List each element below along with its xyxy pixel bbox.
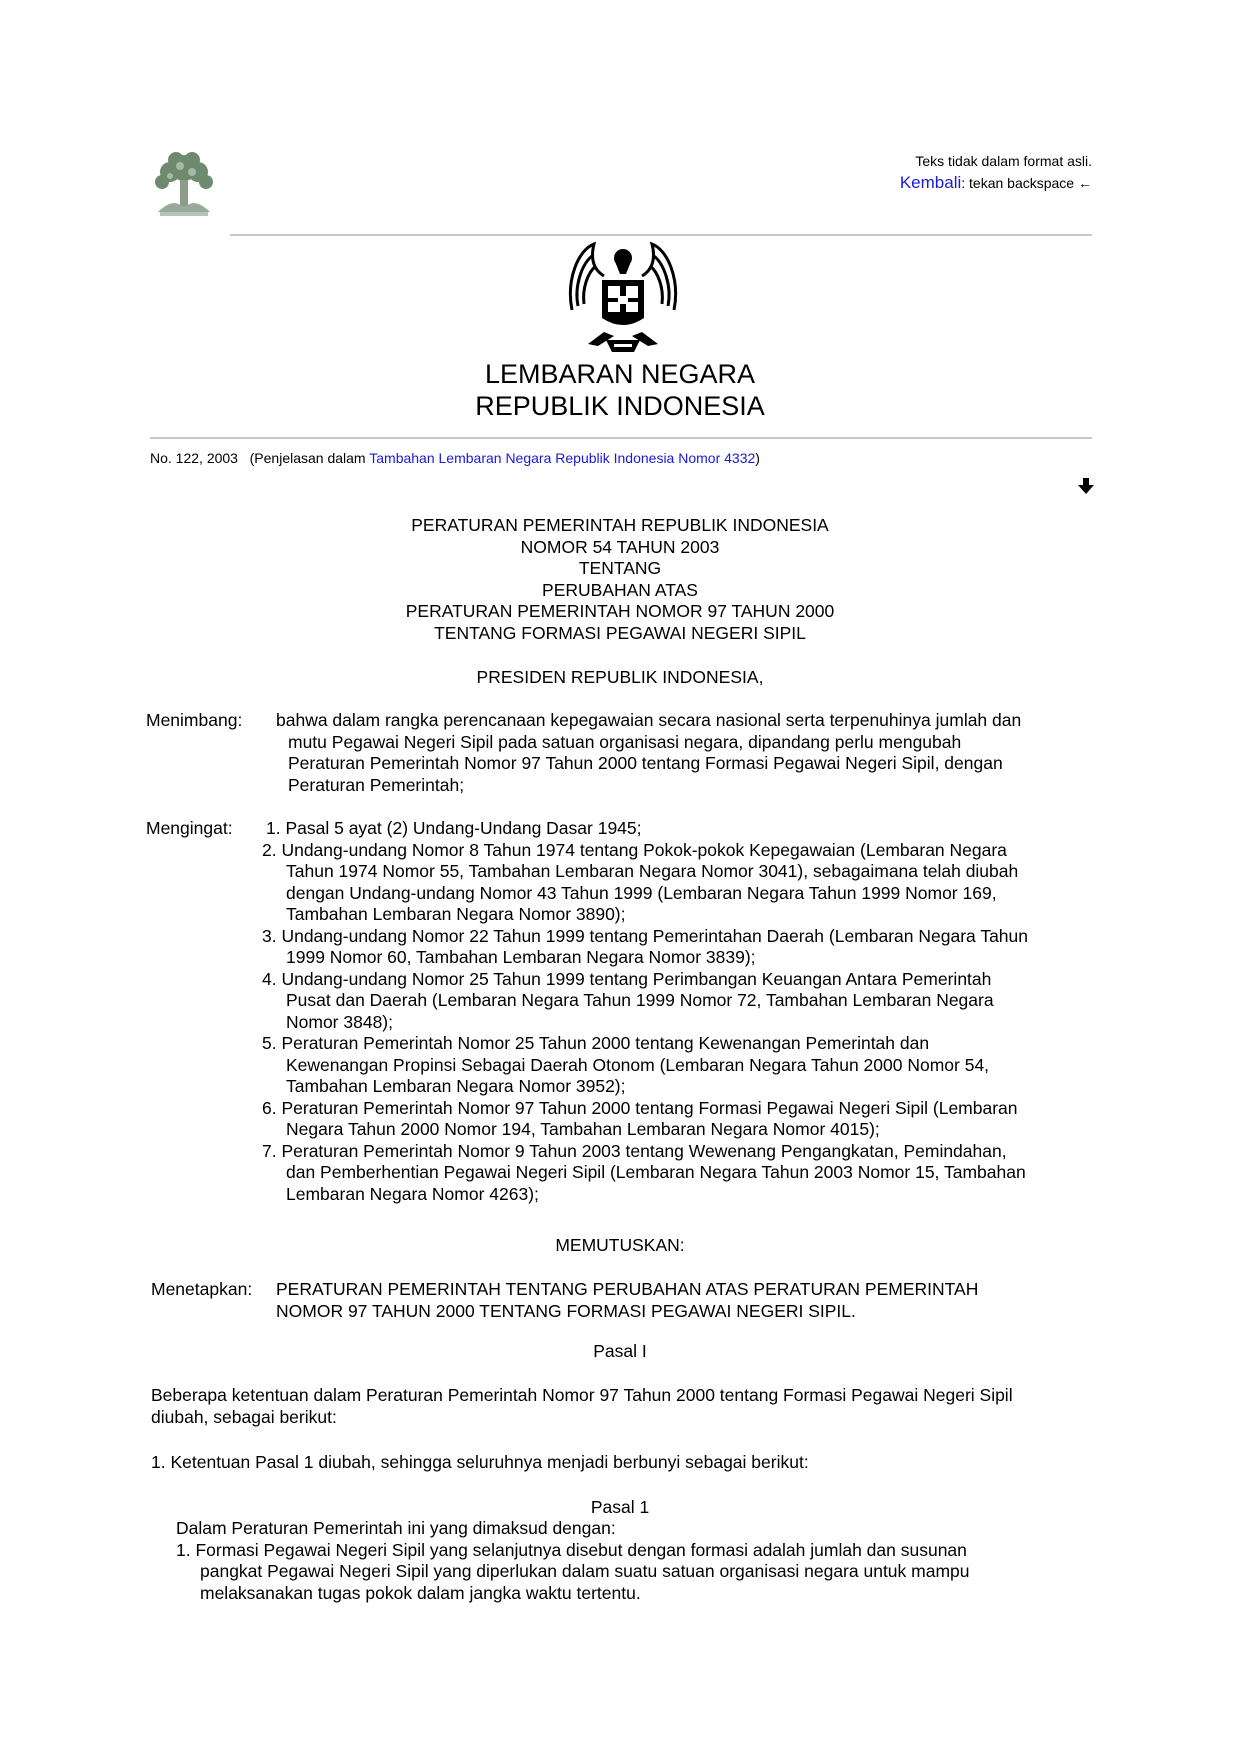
reference-suffix: ): [755, 450, 760, 466]
heading-line: TENTANG FORMASI PEGAWAI NEGERI SIPIL: [434, 622, 806, 643]
heading-line: PERATURAN PEMERINTAH REPUBLIK INDONESIA: [411, 515, 829, 535]
mengingat-line: Tahun 1974 Nomor 55, Tambahan Lembaran Negara Nomor 3041), sebagaimana telah diubah: [286, 861, 1019, 881]
mengingat-line: Nomor 3848);: [286, 1011, 393, 1032]
mengingat-line: dengan Undang-undang Nomor 43 Tahun 1999 (Lembaran Negara Tahun 1999 Nomor 169,: [286, 882, 997, 903]
mengingat-line: 4. Undang-undang Nomor 25 Tahun 1999 tentang Perimbangan Keuangan Antara Pemerintah: [262, 968, 992, 989]
pasal-1-heading: Pasal 1: [590, 1497, 650, 1517]
back-hint: : tekan backspace ←: [961, 175, 1092, 191]
mengingat-line: 1. Pasal 5 ayat (2) Undang-Undang Dasar 1945;: [266, 818, 642, 838]
mengingat-line: Negara Tahun 2000 Nomor 194, Tambahan Lembaran Negara Nomor 4015);: [286, 1119, 880, 1139]
mengingat-list: [262, 818, 1028, 1205]
reference-line: [150, 448, 760, 468]
mengingat-line: 7. Peraturan Pemerintah Nomor 9 Tahun 2003 tentang Wewenang Pengangkatan, Pemindahan,: [262, 1140, 1007, 1161]
mengingat-item: [262, 840, 1028, 926]
menimbang-line: Peraturan Pemerintah Nomor 97 Tahun 2000 tentang Formasi Pegawai Negeri Sipil, dengan: [288, 753, 1003, 773]
mengingat-line: 2. Undang-undang Nomor 8 Tahun 1974 tentang Pokok-pokok Kepegawaian (Lembaran Negara: [262, 839, 1007, 860]
heading-line: NOMOR 54 TAHUN 2003: [520, 536, 720, 557]
heading-line: PERATURAN PEMERINTAH NOMOR 97 TAHUN 2000: [405, 601, 835, 621]
menimbang-line: Peraturan Pemerintah;: [288, 774, 465, 795]
format-note: [900, 150, 1092, 194]
mengingat-line: Tambahan Lembaran Negara Nomor 3890);: [286, 904, 626, 924]
mengingat-line: Tambahan Lembaran Negara Nomor 3952);: [286, 1076, 626, 1096]
pasal-1-intro: Dalam Peraturan Pemerintah ini yang dimaksud dengan:: [176, 1518, 616, 1538]
garuda-emblem-icon: [564, 240, 682, 356]
supplement-link[interactable]: Tambahan Lembaran Negara Republik Indonesia Nomor 4332: [369, 450, 756, 466]
mengingat-item: [262, 1098, 1028, 1141]
menimbang-line: bahwa dalam rangka perencanaan kepegawaian secara nasional serta terpenuhinya jumlah dan: [276, 710, 1022, 730]
mengingat-item: [262, 926, 1028, 969]
menetapkan-text: [276, 1279, 978, 1322]
reference-number: No. 122, 2003: [150, 450, 238, 466]
back-line: [900, 172, 1092, 194]
mengingat-item: [262, 818, 1028, 840]
title-divider: [150, 437, 1092, 439]
mengingat-item: [262, 1033, 1028, 1098]
mengingat-label: Mengingat:: [146, 818, 233, 838]
president-line: PRESIDEN REPUBLIK INDONESIA,: [476, 667, 764, 687]
heading-line: PERUBAHAN ATAS: [542, 579, 698, 600]
memutuskan-heading: MEMUTUSKAN:: [555, 1235, 685, 1255]
definition-line: melaksanakan tugas pokok dalam jangka waktu tertentu.: [200, 1582, 641, 1603]
menimbang-line: mutu Pegawai Negeri Sipil pada satuan organisasi negara, dipandang perlu mengubah: [288, 731, 962, 752]
intro-line: Beberapa ketentuan dalam Peraturan Pemerintah Nomor 97 Tahun 2000 tentang Formasi Pegawai Negeri Sipil: [151, 1385, 1013, 1405]
menimbang-label: Menimbang:: [146, 710, 243, 730]
menetapkan-line: PERATURAN PEMERINTAH TENTANG PERUBAHAN ATAS PERATURAN PEMERINTAH: [276, 1279, 979, 1299]
intro-line: diubah, sebagai berikut:: [151, 1406, 337, 1427]
change-item-1: 1. Ketentuan Pasal 1 diubah, sehingga seluruhnya menjadi berbunyi sebagai berikut:: [151, 1452, 809, 1472]
mengingat-line: 5. Peraturan Pemerintah Nomor 25 Tahun 2000 tentang Kewenangan Pemerintah dan: [262, 1033, 930, 1053]
mengingat-line: Kewenangan Propinsi Sebagai Daerah Otonom (Lembaran Negara Tahun 2000 Nomor 54,: [286, 1054, 990, 1075]
heading-line: TENTANG: [578, 558, 662, 578]
mengingat-line: dan Pemberhentian Pegawai Negeri Sipil (Lembaran Negara Tahun 2003 Nomor 15, Tambahan: [286, 1162, 1026, 1182]
definition-item: [176, 1540, 970, 1605]
title-line-2: REPUBLIK INDONESIA: [475, 391, 765, 421]
page-title: [0, 358, 1240, 422]
mengingat-line: 6. Peraturan Pemerintah Nomor 97 Tahun 2000 tentang Formasi Pegawai Negeri Sipil (Lembaran: [262, 1097, 1018, 1118]
definition-line: pangkat Pegawai Negeri Sipil yang diperlukan dalam suatu satuan organisasi negara untuk mampu: [200, 1561, 970, 1581]
reference-prefix: (Penjelasan dalam: [249, 450, 370, 466]
mengingat-item: [262, 1141, 1028, 1206]
menetapkan-line: NOMOR 97 TAHUN 2000 TENTANG FORMASI PEGAWAI NEGERI SIPIL.: [276, 1300, 856, 1321]
format-note-text: Teks tidak dalam format asli.: [915, 153, 1092, 169]
mengingat-line: 3. Undang-undang Nomor 22 Tahun 1999 tentang Pemerintahan Daerah (Lembaran Negara Tahun: [262, 925, 1029, 946]
mengingat-line: 1999 Nomor 60, Tambahan Lembaran Negara Nomor 3839);: [286, 947, 756, 967]
down-arrow-icon[interactable]: [1076, 476, 1096, 496]
tree-logo-icon: [152, 150, 216, 220]
menimbang-text: [276, 710, 1021, 796]
header-divider: [230, 234, 1092, 236]
pasal-i-heading: Pasal I: [593, 1341, 647, 1361]
amendment-intro: [151, 1385, 1013, 1428]
title-line-1: LEMBARAN NEGARA: [484, 359, 756, 389]
back-link[interactable]: Kembali: [899, 173, 962, 192]
mengingat-line: Pusat dan Daerah (Lembaran Negara Tahun 1999 Nomor 72, Tambahan Lembaran Negara: [286, 990, 994, 1010]
pasal-1-body: [176, 1518, 970, 1604]
mengingat-item: [262, 969, 1028, 1034]
definition-line: 1. Formasi Pegawai Negeri Sipil yang selanjutnya disebut dengan formasi adalah jumlah dan susunan: [176, 1539, 967, 1560]
menetapkan-label: Menetapkan:: [151, 1279, 253, 1299]
regulation-heading: [0, 515, 1240, 644]
mengingat-line: Lembaran Negara Nomor 4263);: [286, 1183, 539, 1204]
